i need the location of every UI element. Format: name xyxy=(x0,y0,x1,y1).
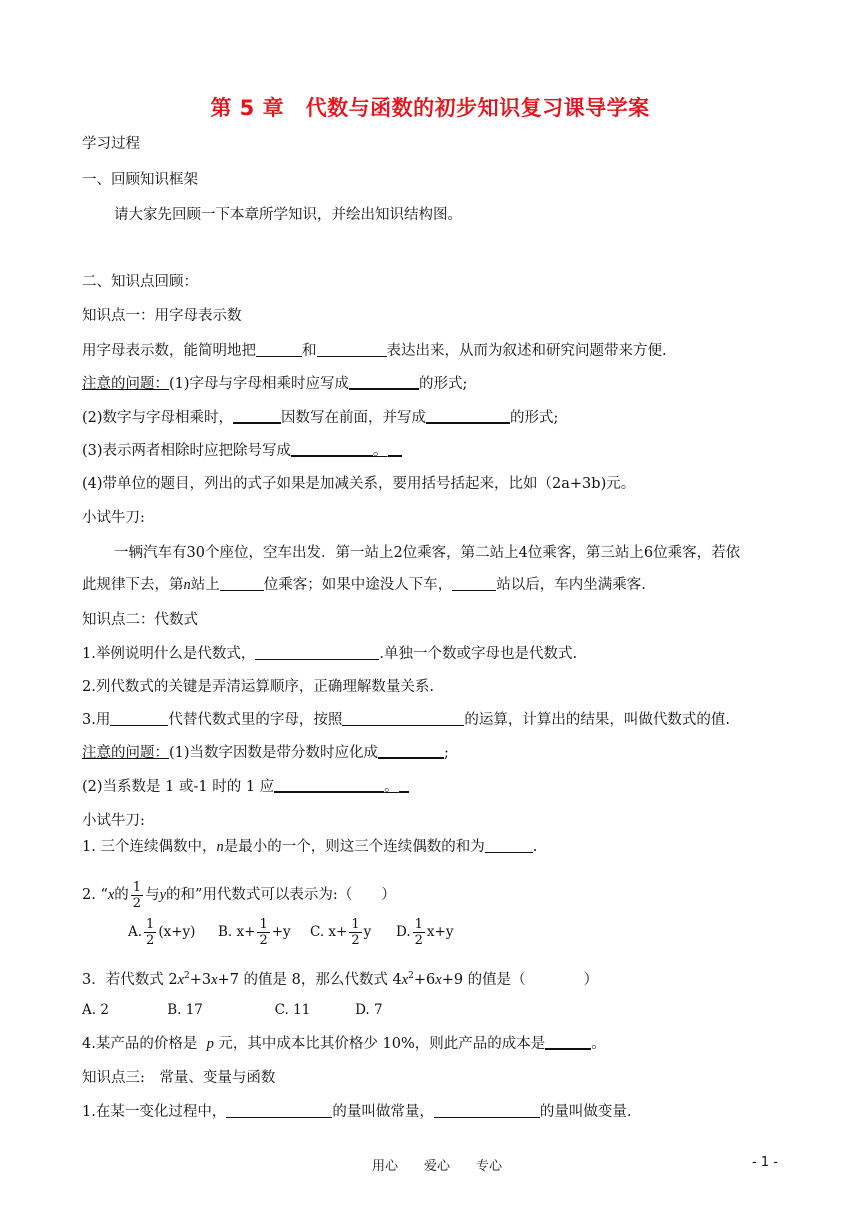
blank xyxy=(255,645,379,660)
superscript: 2 xyxy=(408,971,414,981)
text-span: ; xyxy=(444,745,449,761)
text-span: +3 xyxy=(189,972,212,988)
text-span: (2)数字与字母相乘时， xyxy=(82,410,234,426)
blank xyxy=(233,408,281,424)
text-span: .单独一个数或字母也是代数式. xyxy=(379,646,578,662)
text-span: 代替代数式里的字母，按照 xyxy=(168,712,343,728)
blank xyxy=(452,576,496,591)
fraction-half xyxy=(349,917,361,948)
var-p: p xyxy=(206,1036,214,1052)
text-span: +7 的值是 8，那么代数式 4 xyxy=(217,972,402,988)
frac-num: 1 xyxy=(414,917,423,932)
blank xyxy=(545,1034,591,1050)
section2-heading: 二、知识点回顾： xyxy=(82,274,198,290)
kp1-note3 xyxy=(82,441,402,461)
text-span: 。 xyxy=(591,1036,606,1052)
var-x: x xyxy=(435,972,442,988)
text-span: 位乘客；如果中途没人下车， xyxy=(263,577,453,593)
kp1-heading: 知识点一：用字母表示数 xyxy=(82,308,242,324)
option-label: D. xyxy=(396,924,411,940)
text-span: 的量叫做变量. xyxy=(539,1104,632,1120)
fraction-half xyxy=(131,880,143,911)
var-x: x xyxy=(211,972,218,988)
text-span: 用字母表示数，能简明地把 xyxy=(82,343,256,359)
text-span: 的和”用代数式可以表示为:（ ） xyxy=(166,887,396,903)
var-n: n xyxy=(183,577,191,593)
kp2-try-label: 小试牛刀: xyxy=(82,813,145,829)
option-label: A. xyxy=(128,924,143,940)
text-span: (1)当数字因数是带分数时应化成 xyxy=(169,745,379,761)
kp3-item1 xyxy=(82,1102,631,1122)
text-span: 此规律下去，第 xyxy=(82,577,184,593)
var-y: y xyxy=(159,887,167,903)
option-label: C. x+ xyxy=(310,924,348,940)
kp2-q1 xyxy=(82,837,537,857)
frac-den: 2 xyxy=(146,933,155,948)
blank xyxy=(426,408,510,424)
text-span: 的形式; xyxy=(510,410,559,426)
section1-text: 请大家先回顾一下本章所学知识，并绘出知识结构图。 xyxy=(114,207,462,223)
var-x: x xyxy=(401,972,409,988)
process-label: 学习过程 xyxy=(82,136,140,152)
kp1-note2 xyxy=(82,408,558,428)
kp2-q4 xyxy=(82,1034,606,1054)
blank xyxy=(220,576,264,591)
text-span: 是最小的一个，则这三个连续偶数的和为 xyxy=(223,839,485,855)
frac-num: 1 xyxy=(351,917,360,932)
blank xyxy=(399,777,409,793)
text-span: +9 的值是（ ） xyxy=(441,972,599,988)
text-span: 的运算，计算出的结果，叫做代数式的值. xyxy=(464,712,730,728)
option-text: +y xyxy=(271,924,291,940)
kp2-heading: 知识点二：代数式 xyxy=(82,612,198,628)
text-span: 。 xyxy=(384,779,399,795)
var-x: x xyxy=(107,887,115,903)
blank xyxy=(388,441,402,457)
text-span: 与 xyxy=(145,887,160,903)
kp1-try-line2 xyxy=(82,575,646,595)
fraction-half xyxy=(257,917,269,948)
text-span: 表达出来，从而为叙述和研究问题带来方便. xyxy=(386,343,667,359)
option-text: (x+y) xyxy=(158,924,196,940)
text-span: 1. 三个连续偶数中， xyxy=(82,839,217,855)
option-c xyxy=(310,917,371,948)
blank xyxy=(226,1103,332,1118)
var-n: n xyxy=(216,839,224,855)
text-span: 2. “ xyxy=(82,887,108,903)
frac-den: 2 xyxy=(351,933,360,948)
text-span: (1)字母与字母相乘时应写成 xyxy=(169,376,350,392)
frac-den: 2 xyxy=(259,933,268,948)
frac-num: 1 xyxy=(146,917,155,932)
blank xyxy=(342,711,464,726)
page-title: 第 5 章 代数与函数的初步知识复习课导学案 xyxy=(210,96,650,120)
kp2-q3 xyxy=(82,966,598,990)
kp2-item2: 2.列代数式的关键是弄清运算顺序，正确理解数量关系. xyxy=(82,679,434,695)
text-span: 4.某产品的价格是 xyxy=(82,1036,198,1052)
text-span: 3．若代数式 2 xyxy=(82,972,178,988)
blank xyxy=(378,743,444,759)
blank xyxy=(110,711,168,726)
option-text: y xyxy=(363,924,372,940)
blank xyxy=(434,1103,540,1118)
frac-num: 1 xyxy=(259,917,268,932)
text-span: (2)当系数是 1 或-1 时的 1 应 xyxy=(82,779,275,795)
blank xyxy=(291,441,373,457)
superscript: 2 xyxy=(184,971,190,981)
frac-den: 2 xyxy=(132,895,142,911)
option-d xyxy=(396,917,453,948)
blank xyxy=(274,777,384,793)
kp3-heading: 知识点三: 常量、变量与函数 xyxy=(82,1070,276,1086)
text-span: 3.用 xyxy=(82,712,111,728)
footer-center: 用心 爱心 专心 xyxy=(372,1159,503,1174)
note-label: 注意的问题： xyxy=(82,376,169,392)
option-a xyxy=(128,917,195,948)
kp2-q3-options: A. 2 B. 17 C. 11 D. 7 xyxy=(82,1002,383,1018)
option-b xyxy=(218,917,291,948)
text-span: 元，其中成本比其价格少 10%，则此产品的成本是 xyxy=(218,1036,546,1052)
kp2-item3 xyxy=(82,710,730,730)
kp2-item1 xyxy=(82,644,577,664)
frac-den: 2 xyxy=(414,933,423,948)
blank xyxy=(485,838,533,853)
text-span: 1.在某一变化过程中， xyxy=(82,1104,227,1120)
blank xyxy=(317,342,387,357)
kp2-note1 xyxy=(82,743,449,763)
text-span: 1.举例说明什么是代数式， xyxy=(82,646,256,662)
text-span: 站上 xyxy=(190,577,220,593)
fraction-half xyxy=(144,917,156,948)
blank xyxy=(349,374,419,390)
text-span: 。 xyxy=(373,443,388,459)
text-span: . xyxy=(532,839,538,855)
option-label: B. x+ xyxy=(218,924,256,940)
kp1-line1 xyxy=(82,341,667,361)
text-span: 的量叫做常量， xyxy=(332,1104,434,1120)
page-number: - 1 - xyxy=(752,1155,778,1170)
text-span: 和 xyxy=(302,343,317,359)
text-span: 的形式; xyxy=(419,376,468,392)
kp2-note2 xyxy=(82,777,409,797)
var-x: x xyxy=(177,972,184,988)
text-span: 因数写在前面，并写成 xyxy=(281,410,427,426)
fraction-half xyxy=(413,917,425,948)
kp2-q2 xyxy=(82,875,396,915)
option-text: x+y xyxy=(426,924,454,940)
text-span: 站以后，车内坐满乘客. xyxy=(496,577,646,593)
section1-heading: 一、回顾知识框架 xyxy=(82,172,198,188)
frac-num: 1 xyxy=(132,879,142,895)
kp1-note1 xyxy=(82,374,467,394)
text-span: 的 xyxy=(114,887,129,903)
kp1-try-label: 小试牛刀: xyxy=(82,510,145,526)
kp1-try-line1: 一辆汽车有30个座位，空车出发．第一站上2位乘客，第二站上4位乘客，第三站上6位乘客，若依 xyxy=(114,545,741,561)
blank xyxy=(256,342,302,357)
text-span: (3)表示两者相除时应把除号写成 xyxy=(82,443,292,459)
kp1-note4: (4)带单位的题目，列出的式子如果是加减关系，要用括号括起来，比如（2a+3b)元。 xyxy=(82,476,636,492)
note-label: 注意的问题： xyxy=(82,745,169,761)
text-span: +6 xyxy=(413,972,436,988)
